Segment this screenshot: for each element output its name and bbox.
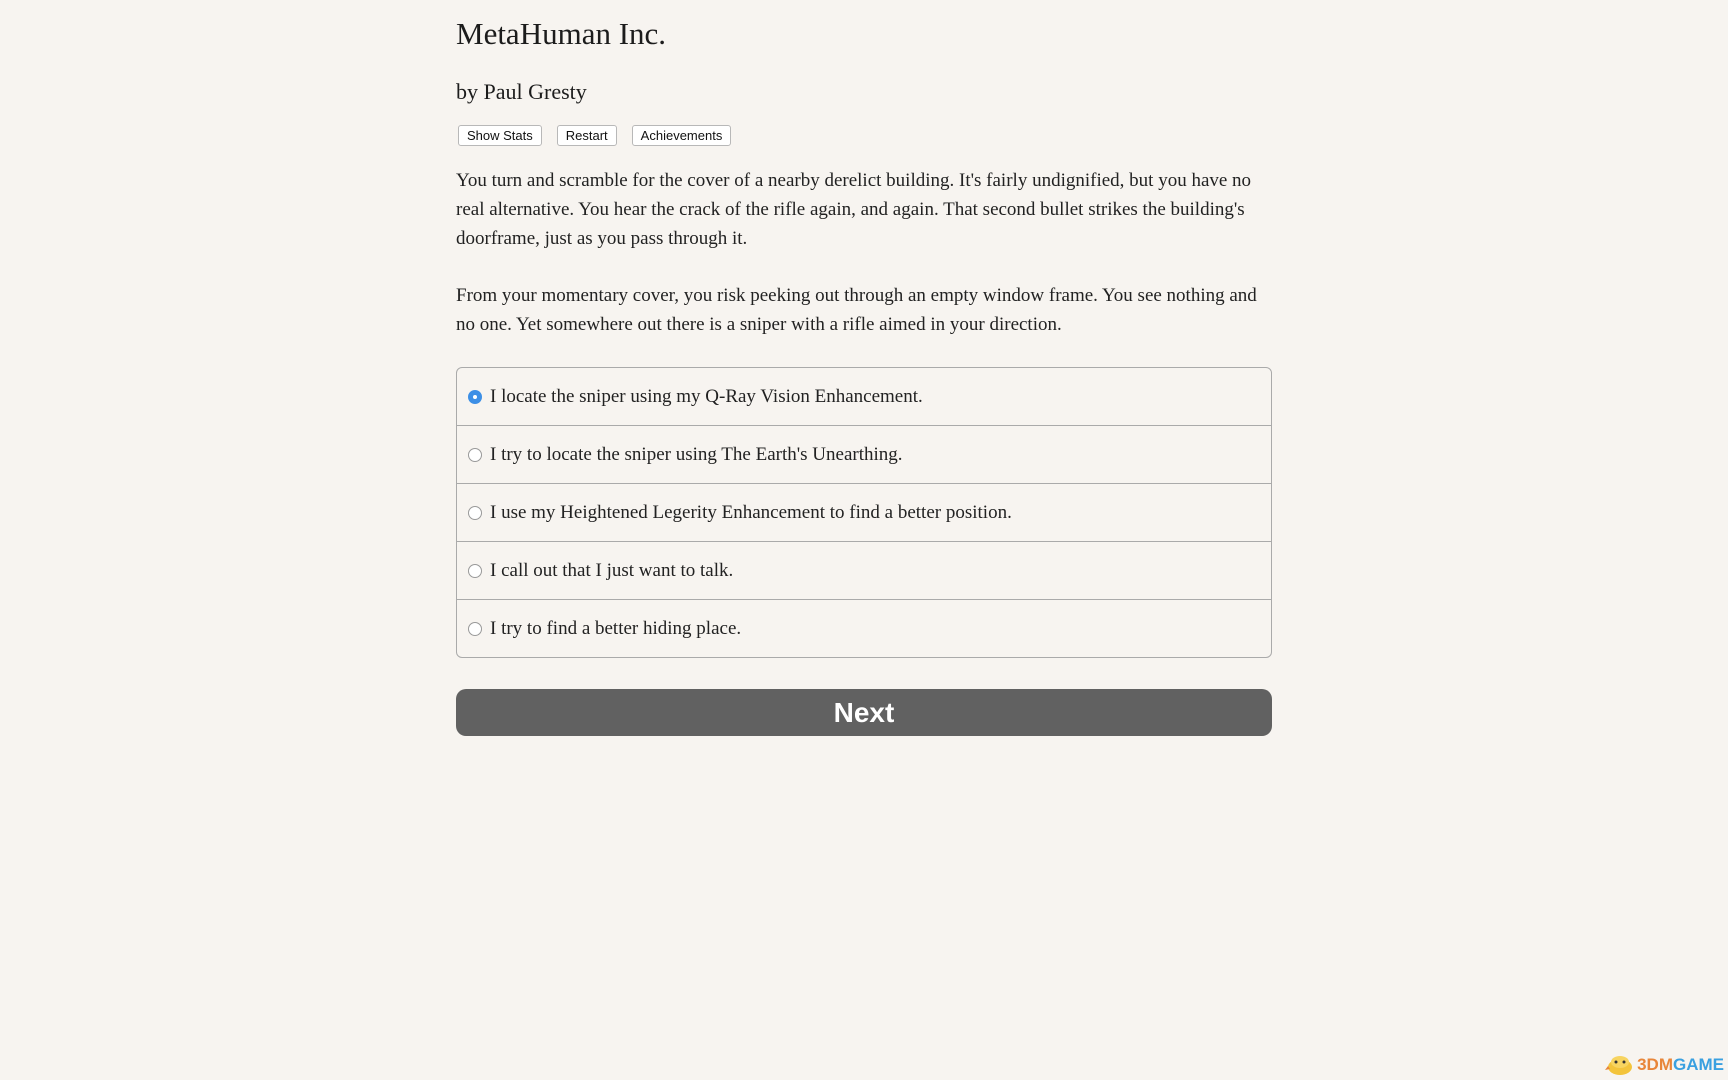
author-line: by Paul Gresty — [456, 79, 587, 104]
watermark-text: 3DM — [1637, 1055, 1673, 1074]
game-page — [456, 0, 1272, 736]
choice-option[interactable] — [457, 542, 1271, 600]
choice-list — [456, 367, 1272, 658]
story-paragraph: You turn and scramble for the cover of a nearby derelict building. It's fairly undignified, but you have no real alternative. You hear the crack of the rifle again, and again. That second bullet strikes the building's doorframe, just as you pass through it. — [456, 170, 1252, 249]
toolbar — [458, 125, 1272, 146]
choice-label: I try to find a better hiding place. — [490, 617, 742, 639]
story-text — [456, 166, 1272, 339]
choice-option[interactable] — [457, 484, 1271, 542]
choice-label: I try to locate the sniper using The Earth's Unearthing. — [490, 443, 903, 465]
radio-button[interactable] — [468, 448, 482, 462]
achievements-button[interactable]: Achievements — [632, 125, 732, 146]
show-stats-button[interactable]: Show Stats — [458, 125, 542, 146]
choice-label: I use my Heightened Legerity Enhancement to find a better position. — [490, 501, 1012, 523]
radio-button[interactable] — [468, 506, 482, 520]
mascot-icon — [1605, 1054, 1635, 1076]
watermark — [1605, 1054, 1724, 1076]
choice-option[interactable] — [457, 426, 1271, 484]
choice-option[interactable] — [457, 600, 1271, 657]
game-title: MetaHuman Inc. — [456, 16, 667, 51]
next-button[interactable]: Next — [456, 689, 1272, 736]
restart-button[interactable]: Restart — [557, 125, 617, 146]
choice-label: I locate the sniper using my Q-Ray Vision Enhancement. — [490, 385, 923, 407]
radio-button[interactable] — [468, 564, 482, 578]
watermark-text: GAME — [1673, 1055, 1724, 1074]
radio-button[interactable] — [468, 390, 482, 404]
choice-label: I call out that I just want to talk. — [490, 559, 734, 581]
story-paragraph: From your momentary cover, you risk peeking out through an empty window frame. You see nothing and no one. Yet somewhere out there is a sniper with a rifle aimed in your direction. — [456, 285, 1257, 335]
radio-button[interactable] — [468, 622, 482, 636]
choice-option[interactable] — [457, 368, 1271, 426]
